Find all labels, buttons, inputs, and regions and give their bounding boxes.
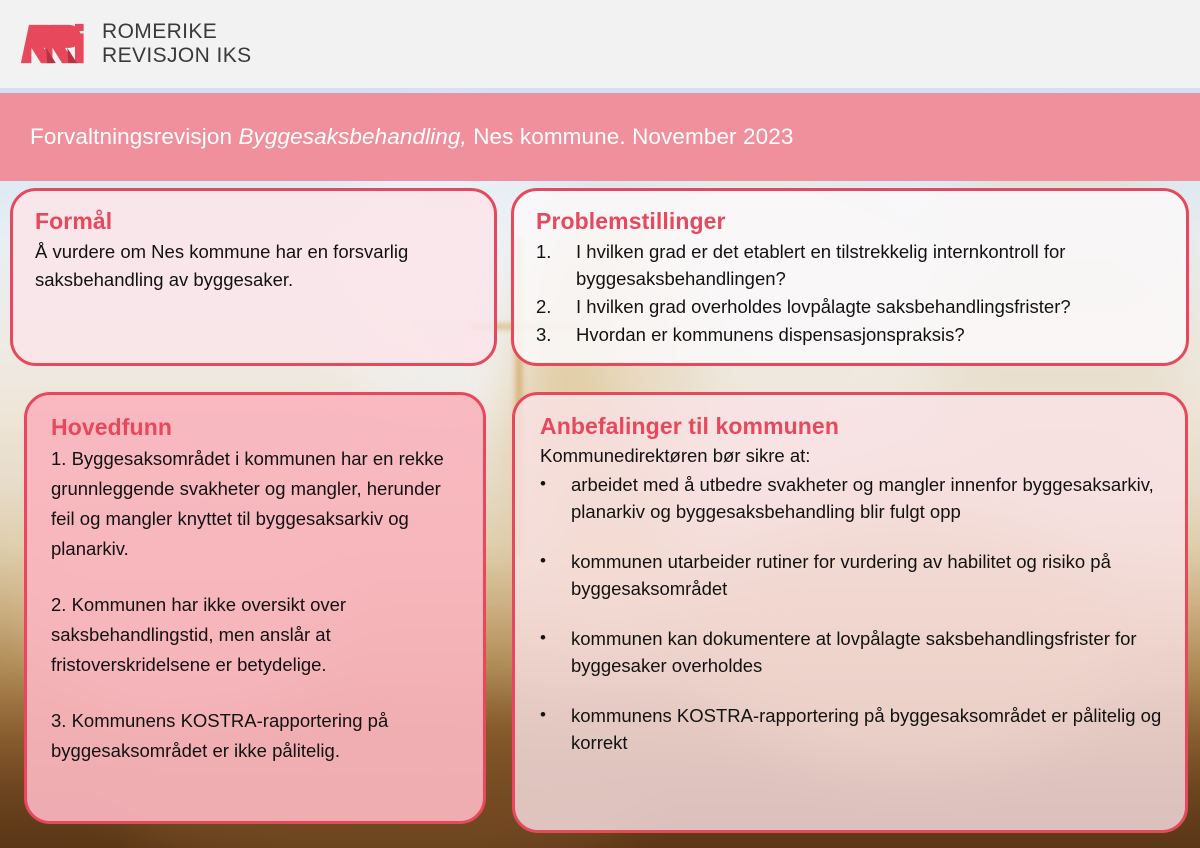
list-item-text: I hvilken grad er det etablert en tilstrekkelig internkontroll for byggesaksbehandlingen? [576, 240, 1066, 289]
bullet-icon: • [540, 550, 546, 570]
title-band [0, 93, 1200, 181]
list-item-text: kommunens KOSTRA-rapportering på byggesaksområdet er pålitelig og korrekt [571, 704, 1162, 753]
card-hovedfunn [24, 392, 486, 824]
list-item-number: 1. [536, 240, 552, 262]
hovedfunn-paragraph: 2. Kommunen har ikke oversikt over saksbehandlingstid, men anslår at fristoverskridelsene er betydelige. [51, 593, 347, 675]
title-prefix: Forvaltningsrevisjon [30, 124, 239, 149]
list-item-text: arbeidet med å utbedre svakheter og mangler innenfor byggesaksarkiv, planarkiv og byggesaksbehandling blir fulgt opp [571, 473, 1154, 522]
hovedfunn-paragraph: 3. Kommunens KOSTRA-rapportering på byggesaksområdet er ikke pålitelig. [51, 709, 389, 761]
card-problemstillinger-heading: Problemstillinger [536, 208, 726, 234]
hovedfunn-paragraph: 1. Byggesaksområdet i kommunen har en rekke grunnleggende svakheter og mangler, herunder feil og mangler knyttet til byggesaksarkiv og planarkiv. [51, 447, 444, 559]
card-anbefalinger-heading: Anbefalinger til kommunen [540, 413, 839, 439]
card-problemstillinger [511, 188, 1189, 366]
list-item [536, 321, 1164, 348]
list-item [540, 702, 1163, 756]
list-item-text: Hvordan er kommunens dispensasjonspraksis? [576, 323, 965, 345]
title-italic-part: Byggesaksbehandling, [238, 124, 467, 149]
card-anbefalinger-inner [515, 395, 1185, 830]
card-formal-heading: Formål [35, 208, 113, 234]
card-anbefalinger [512, 392, 1188, 833]
anbefalinger-list [540, 471, 1163, 756]
slide-title [0, 124, 793, 150]
list-item-number: 3. [536, 323, 552, 345]
logo-bar [0, 0, 1200, 88]
list-item-text: kommunen kan dokumentere at lovpålagte saksbehandlingsfrister for byggesaker overholdes [571, 627, 1137, 676]
card-problemstillinger-inner [514, 191, 1186, 363]
card-hovedfunn-heading: Hovedfunn [51, 414, 172, 440]
card-formal-body: Å vurdere om Nes kommune har en forsvarlig saksbehandling av byggesaker. [35, 240, 409, 290]
rri-logo-icon [18, 21, 86, 67]
logo-line-2: REVISJON IKS [102, 44, 252, 67]
card-formal [10, 188, 497, 366]
logo-line-1: ROMERIKE [102, 20, 218, 44]
list-item [540, 548, 1163, 602]
card-hovedfunn-inner [27, 395, 483, 821]
bullet-icon: • [540, 627, 546, 647]
list-item [540, 471, 1163, 525]
bullet-icon: • [540, 473, 546, 493]
anbefalinger-lead: Kommunedirektøren bør sikre at: [540, 444, 811, 466]
list-item-number: 2. [536, 295, 552, 317]
list-item [536, 293, 1164, 320]
list-item [540, 625, 1163, 679]
list-item-text: I hvilken grad overholdes lovpålagte saksbehandlingsfrister? [576, 295, 1071, 317]
logo-wordmark [102, 20, 252, 67]
card-formal-inner [13, 191, 494, 363]
list-item-text: kommunen utarbeider rutiner for vurdering av habilitet og risiko på byggesaksområdet [571, 550, 1111, 599]
list-item [536, 238, 1164, 292]
title-suffix: Nes kommune. November 2023 [466, 124, 794, 149]
bullet-icon: • [540, 704, 546, 724]
problemstillinger-list [536, 238, 1164, 348]
